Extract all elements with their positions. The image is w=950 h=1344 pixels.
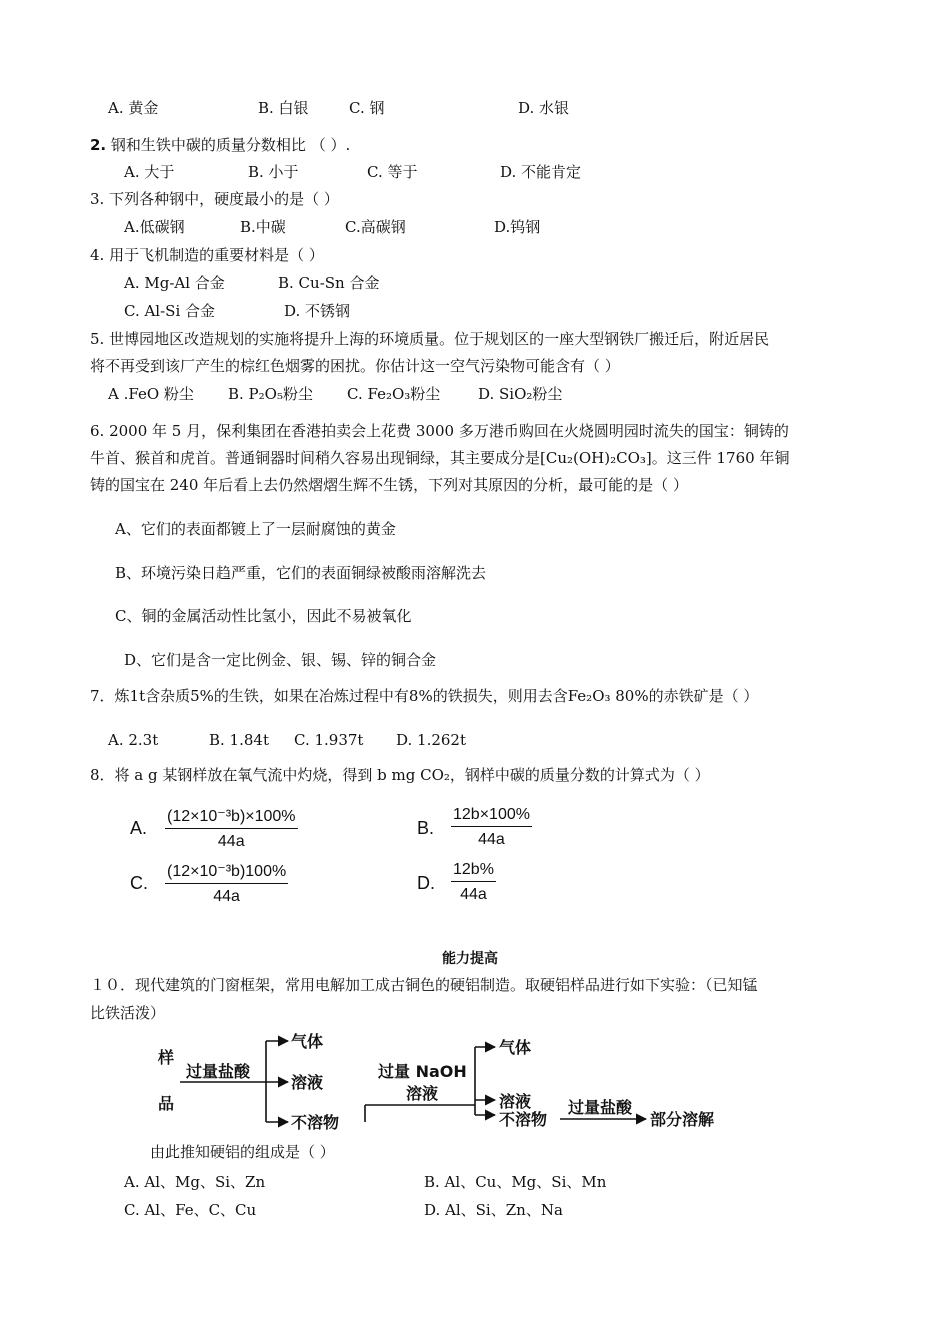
q8-option-b-denominator: 44a xyxy=(478,831,505,848)
insoluble-1: 不溶物 xyxy=(291,1113,340,1132)
q8-option-b-numerator: 12b×100% xyxy=(451,806,532,827)
reagent-2-line1: 过量 NaOH xyxy=(378,1062,467,1081)
q5-stem-line2: 将不再受到该厂产生的棕红色烟雾的困扰。你估计这一空气污染物可能含有（ ） xyxy=(90,357,620,375)
q10-option-a: A. Al、Mg、Si、Zn xyxy=(124,1173,266,1191)
q7-option-c: C. 1.937t xyxy=(294,731,364,749)
q6-option-d: D、它们是含一定比例金、银、锡、锌的铜合金 xyxy=(124,651,437,669)
q5-stem-line1: 5. 世博园地区改造规划的实施将提升上海的环境质量。位于规划区的一座大型钢铁厂搬迁后，附近居民 xyxy=(90,330,770,348)
reagent-3: 过量盐酸 xyxy=(568,1098,633,1117)
q1-option-d: D. 水银 xyxy=(518,99,570,117)
q6-option-a: A、它们的表面都镀上了一层耐腐蚀的黄金 xyxy=(115,520,396,538)
q7-option-a: A. 2.3t xyxy=(108,731,159,749)
q10-option-c: C. Al、Fe、C、Cu xyxy=(124,1201,257,1219)
insoluble-2: 不溶物 xyxy=(499,1110,548,1129)
q2-option-c: C. 等于 xyxy=(367,163,418,181)
q8-option-b-label: B. xyxy=(417,818,435,838)
q8-option-a-denominator: 44a xyxy=(217,833,245,850)
q5-option-d: D. SiO₂粉尘 xyxy=(478,385,563,403)
q6-option-b: B、环境污染日趋严重，它们的表面铜绿被酸雨溶解洗去 xyxy=(115,564,487,582)
q8-option-a-fraction xyxy=(165,806,298,851)
q2-stem xyxy=(90,135,350,155)
q8-option-c-label: C. xyxy=(130,873,148,893)
q3-option-a: A.低碳钢 xyxy=(124,218,185,236)
q8-option-c-fraction xyxy=(165,861,288,906)
q8-option-c-denominator: 44a xyxy=(213,888,240,905)
q3-option-b: B.中碳 xyxy=(240,218,286,236)
q4-option-c: C. Al-Si 合金 xyxy=(124,302,216,320)
q1-option-c: C. 钢 xyxy=(349,99,385,117)
reagent-2-line2: 溶液 xyxy=(406,1084,439,1103)
sample-label-char2: 品 xyxy=(158,1094,175,1113)
q5-option-a: A .FeO 粉尘 xyxy=(108,385,194,403)
q4-option-a: A. Mg-Al 合金 xyxy=(124,274,225,292)
q8-stem: 8．将 a g 某钢样放在氧气流中灼烧，得到 b mg CO₂，钢样中碳的质量分数的计算式为（ ） xyxy=(90,766,710,784)
q7-stem: 7．炼1t含杂质5%的生铁，如果在冶炼过程中有8%的铁损失，则用去含Fe₂O₃ 80%的赤铁矿是（ ） xyxy=(90,687,759,705)
q8-option-d-label: D. xyxy=(417,873,435,893)
flow-diagram xyxy=(150,1025,740,1135)
q1-option-b: B. 白银 xyxy=(258,99,309,117)
q5-option-c: C. Fe₂O₃粉尘 xyxy=(347,385,441,403)
q4-option-d: D. 不锈钢 xyxy=(284,302,351,320)
q10-option-d: D. Al、Si、Zn、Na xyxy=(424,1201,563,1219)
q10-option-b: B. Al、Cu、Mg、Si、Mn xyxy=(424,1173,607,1191)
q8-option-d-numerator: 12b% xyxy=(451,861,496,882)
q2-number: 2. xyxy=(90,136,107,154)
gas-2: 气体 xyxy=(499,1038,532,1057)
q6-stem-line1: 6. 2000 年 5 月，保利集团在香港拍卖会上花费 3000 多万港币购回在火烧圆明园时流失的国宝：铜铸的 xyxy=(90,422,789,440)
q10-stem-line1: １０．现代建筑的门窗框架，常用电解加工成古铜色的硬铝制造。取硬铝样品进行如下实验：（已知锰 xyxy=(90,976,758,994)
q2-option-a: A. 大于 xyxy=(124,163,175,181)
q8-option-d-fraction xyxy=(451,861,496,904)
q6-stem-line3: 铸的国宝在 240 年后看上去仍然熠熠生辉不生锈，下列对其原因的分析，最可能的是（ ） xyxy=(90,476,688,494)
q3-option-c: C.高碳钢 xyxy=(345,218,406,236)
q3-stem: 3. 下列各种钢中，硬度最小的是（ ） xyxy=(90,190,339,208)
q3-option-d: D.钨钢 xyxy=(494,218,541,236)
q8-option-b-fraction xyxy=(451,806,532,849)
solution-2: 溶液 xyxy=(499,1092,532,1111)
gas-1: 气体 xyxy=(291,1032,324,1051)
q8-option-d-denominator: 44a xyxy=(460,886,487,903)
reagent-1: 过量盐酸 xyxy=(186,1062,251,1081)
q4-option-b: B. Cu-Sn 合金 xyxy=(278,274,380,292)
q2-option-b: B. 小于 xyxy=(248,163,299,181)
q10-question: 由此推知硬铝的组成是（ ） xyxy=(150,1143,335,1161)
q1-option-a: A. 黄金 xyxy=(108,99,159,117)
q7-option-d: D. 1.262t xyxy=(396,731,466,749)
result-text: 部分溶解 xyxy=(650,1110,715,1129)
q6-option-c: C、铜的金属活动性比氢小，因此不易被氧化 xyxy=(115,607,412,625)
solution-1: 溶液 xyxy=(291,1073,324,1092)
q2-stem-text: 钢和生铁中碳的质量分数相比 （ ）. xyxy=(110,136,351,154)
q6-stem-line2: 牛首、猴首和虎首。普通铜器时间稍久容易出现铜绿，其主要成分是[Cu₂(OH)₂CO₃]。这三件 1760 年铜 xyxy=(90,449,790,467)
sample-label-char1: 样 xyxy=(158,1048,175,1067)
q10-stem-line2: 比铁活泼） xyxy=(90,1004,166,1022)
q4-stem: 4. 用于飞机制造的重要材料是（ ） xyxy=(90,246,324,264)
section-title: 能力提高 xyxy=(442,951,498,967)
q2-option-d: D. 不能肯定 xyxy=(500,163,582,181)
q8-option-c-numerator: (12×10⁻³b)100% xyxy=(165,861,288,884)
q8-option-a-label: A. xyxy=(130,818,148,838)
q5-option-b: B. P₂O₅粉尘 xyxy=(228,385,313,403)
q8-option-a-numerator: (12×10⁻³b)×100% xyxy=(165,806,298,829)
q7-option-b: B. 1.84t xyxy=(209,731,269,749)
